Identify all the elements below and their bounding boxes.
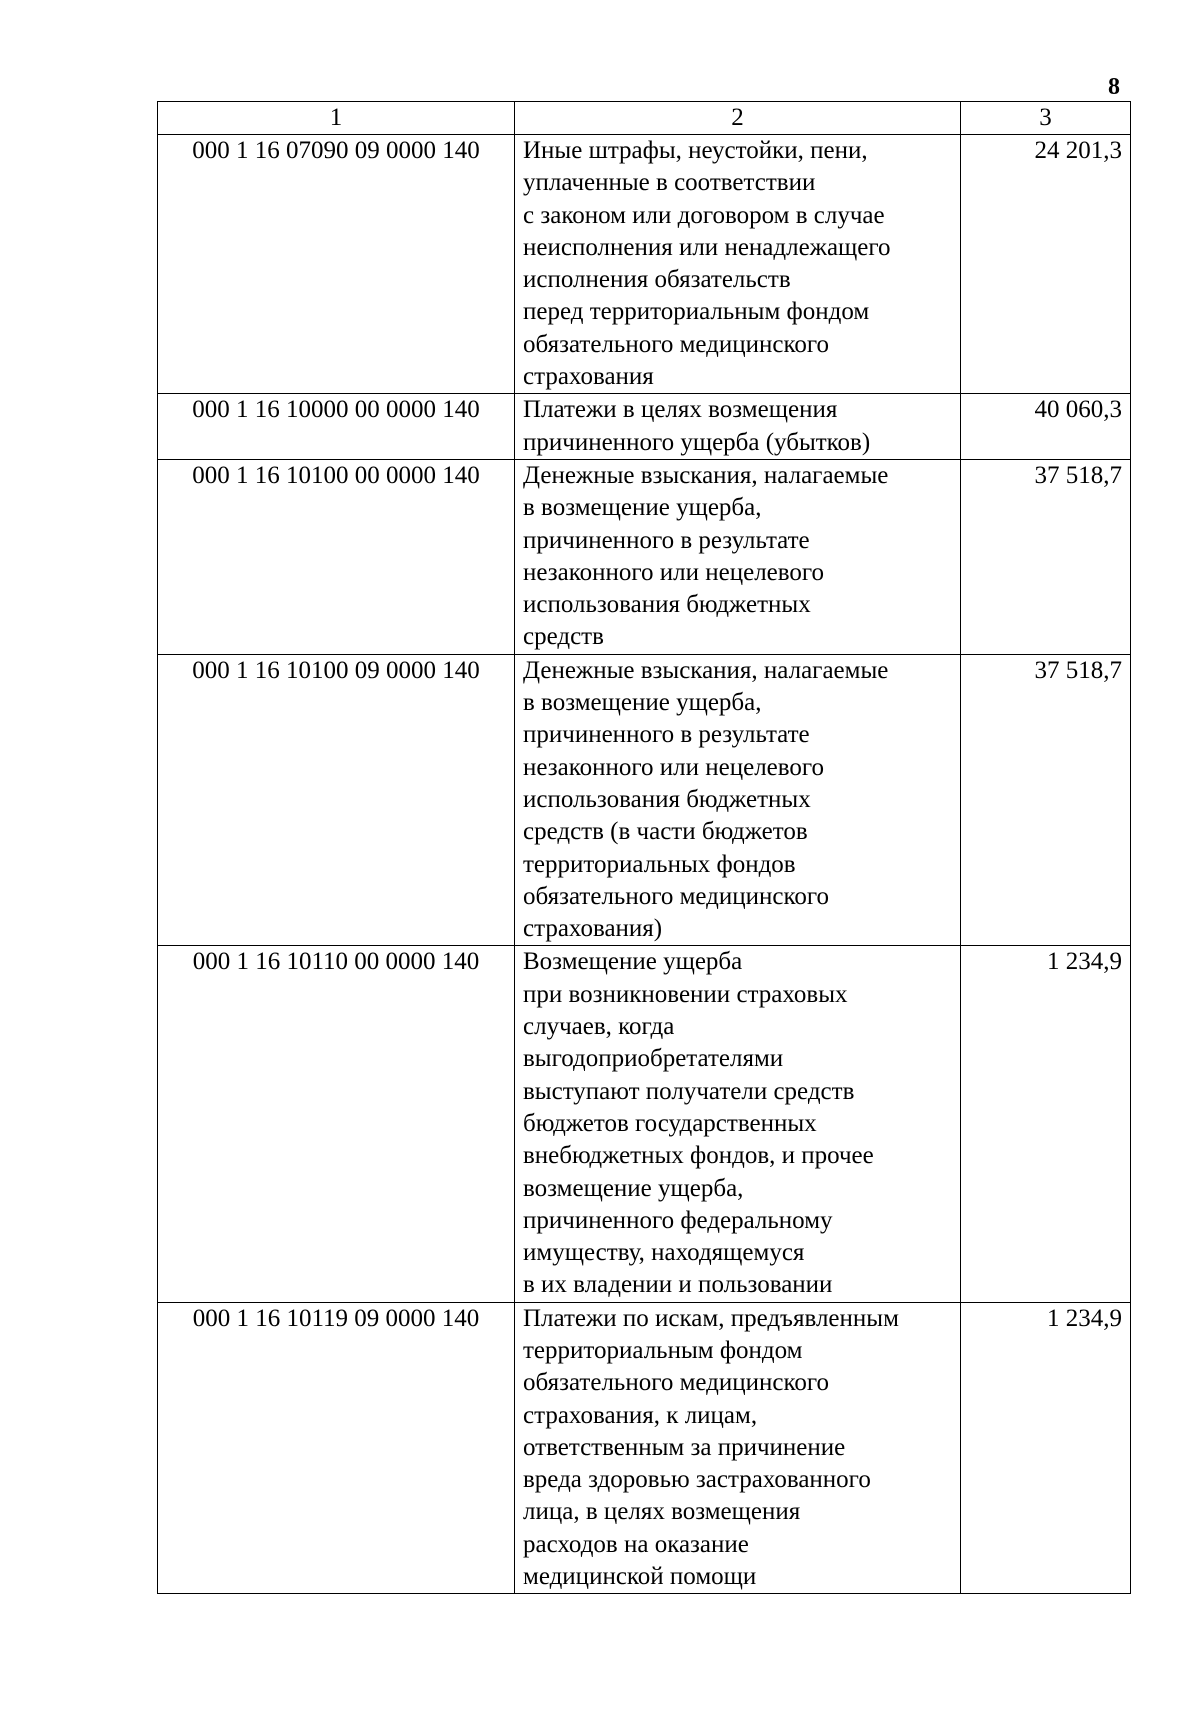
budget-code-cell: 000 1 16 10119 09 0000 140 (158, 1302, 515, 1594)
revenue-name-cell: Денежные взыскания, налагаемые в возмещение ущерба, причиненного в результате незаконного или нецелевого использования бюджетных средств (515, 459, 961, 654)
budget-code-cell: 000 1 16 10100 09 0000 140 (158, 654, 515, 946)
table-header (158, 102, 1131, 135)
amount-cell: 24 201,3 (961, 135, 1131, 394)
column-header-name: 2 (515, 102, 961, 135)
revenue-name-cell: Возмещение ущерба при возникновении страховых случаев, когда выгодоприобретателями выступают получатели средств бюджетов государственных внебюджетных фондов, и прочее возмещение ущерба, причиненного федеральному имуществу, находящемуся в их владении и пользовании (515, 946, 961, 1302)
table-body (158, 135, 1131, 1594)
table-row (158, 459, 1131, 654)
header-row (158, 102, 1131, 135)
revenue-name-cell: Денежные взыскания, налагаемые в возмещение ущерба, причиненного в результате незаконного или нецелевого использования бюджетных средств (в части бюджетов территориальных фондов обязательного медицинского страхования) (515, 654, 961, 946)
table-row (158, 654, 1131, 946)
revenue-name-cell: Платежи по искам, предъявленным территориальным фондом обязательного медицинского страхования, к лицам, ответственным за причинение вреда здоровью застрахованного лица, в целях возмещения расходов на оказание медицинской помощи (515, 1302, 961, 1594)
budget-code-cell: 000 1 16 10000 00 0000 140 (158, 394, 515, 460)
amount-cell: 37 518,7 (961, 654, 1131, 946)
table-row (158, 394, 1131, 460)
budget-code-cell: 000 1 16 10100 00 0000 140 (158, 459, 515, 654)
table-row (158, 135, 1131, 394)
page-number: 8 (1108, 74, 1120, 100)
revenue-name-cell: Иные штрафы, неустойки, пени, уплаченные в соответствии с законом или договором в случае неисполнения или ненадлежащего исполнения обязательств перед территориальным фондом обязательного медицинского страхования (515, 135, 961, 394)
revenue-name-cell: Платежи в целях возмещения причиненного ущерба (убытков) (515, 394, 961, 460)
amount-cell: 1 234,9 (961, 946, 1131, 1302)
table-row (158, 946, 1131, 1302)
budget-revenue-table (157, 101, 1131, 1594)
budget-code-cell: 000 1 16 07090 09 0000 140 (158, 135, 515, 394)
amount-cell: 40 060,3 (961, 394, 1131, 460)
column-header-amount: 3 (961, 102, 1131, 135)
column-header-code: 1 (158, 102, 515, 135)
amount-cell: 1 234,9 (961, 1302, 1131, 1594)
table-row (158, 1302, 1131, 1594)
amount-cell: 37 518,7 (961, 459, 1131, 654)
budget-code-cell: 000 1 16 10110 00 0000 140 (158, 946, 515, 1302)
